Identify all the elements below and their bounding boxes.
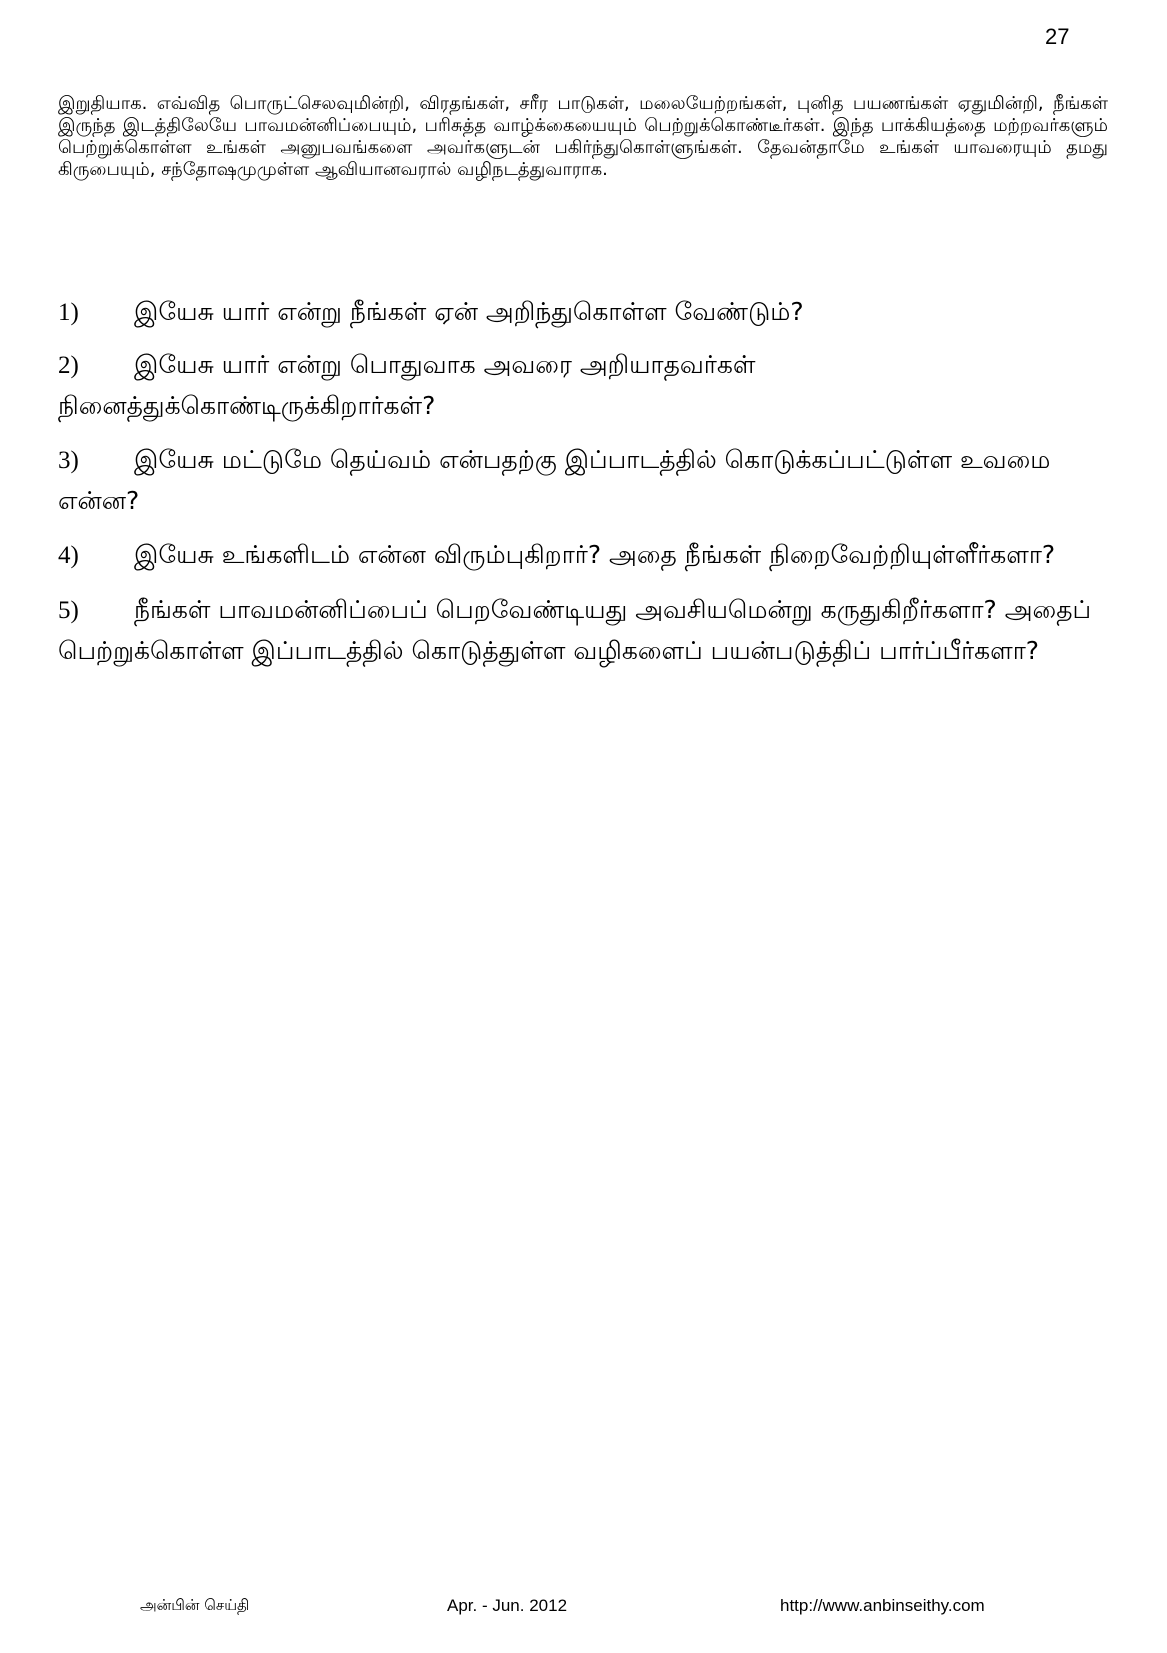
question-item	[58, 590, 1108, 671]
question-text: இயேசு உங்களிடம் என்ன விரும்புகிறார்? அதை நீங்கள் நிறைவேற்றியுள்ளீர்களா?	[134, 540, 1056, 569]
question-text: இயேசு யார் என்று நீங்கள் ஏன் அறிந்துகொள்ள வேண்டும்?	[134, 297, 804, 326]
question-text: நீங்கள் பாவமன்னிப்பைப் பெறவேண்டியது அவசியமென்று கருதுகிறீர்களா? அதைப் பெற்றுக்கொள்ள இப்பாடத்தில் கொடுத்துள்ள வழிகளைப் பயன்படுத்திப் பார்ப்பீர்களா?	[58, 595, 1092, 665]
intro-paragraph: இறுதியாக. எவ்வித பொருட்செலவுமின்றி, விரதங்கள், சரீர பாடுகள், மலையேற்றங்கள், புனித பயணங்கள் ஏதுமின்றி, நீங்கள் இருந்த இடத்திலேயே பாவமன்னிப்பையும், பரிசுத்த வாழ்க்கையையும் பெற்றுக்கொண்டீர்கள். இந்த பாக்கியத்தை மற்றவர்களும் பெற்றுக்கொள்ள உங்கள் அனுபவங்களை அவர்களுடன் பகிர்ந்துகொள்ளுங்கள். தேவன்தாமே உங்கள் யாவரையும் தமது கிருபையும், சந்தோஷமுமுள்ள ஆவியானவரால் வழிநடத்துவாராக.	[58, 93, 1108, 180]
question-item	[58, 535, 1108, 576]
page-number: 27	[1045, 24, 1070, 49]
question-number: 3)	[58, 447, 79, 474]
footer-issue-date: Apr. - Jun. 2012	[447, 1596, 568, 1615]
footer-publication: அன்பின் செய்தி	[140, 1596, 250, 1614]
question-text: இயேசு யார் என்று பொதுவாக அவரை அறியாதவர்கள் நினைத்துக்கொண்டிருக்கிறார்கள்?	[58, 350, 756, 420]
question-text: இயேசு மட்டுமே தெய்வம் என்பதற்கு இப்பாடத்தில் கொடுக்கப்பட்டுள்ள உவமை என்ன?	[58, 445, 1051, 515]
footer-website-link[interactable]: http://www.anbinseithy.com	[780, 1596, 985, 1615]
question-item	[58, 345, 1108, 426]
page-footer	[0, 1596, 1167, 1620]
question-list	[58, 292, 1108, 685]
question-item	[58, 292, 1108, 333]
question-number: 2)	[58, 352, 79, 379]
question-number: 1)	[58, 299, 79, 326]
question-number: 4)	[58, 542, 79, 569]
question-item	[58, 440, 1108, 521]
question-number: 5)	[58, 597, 79, 624]
